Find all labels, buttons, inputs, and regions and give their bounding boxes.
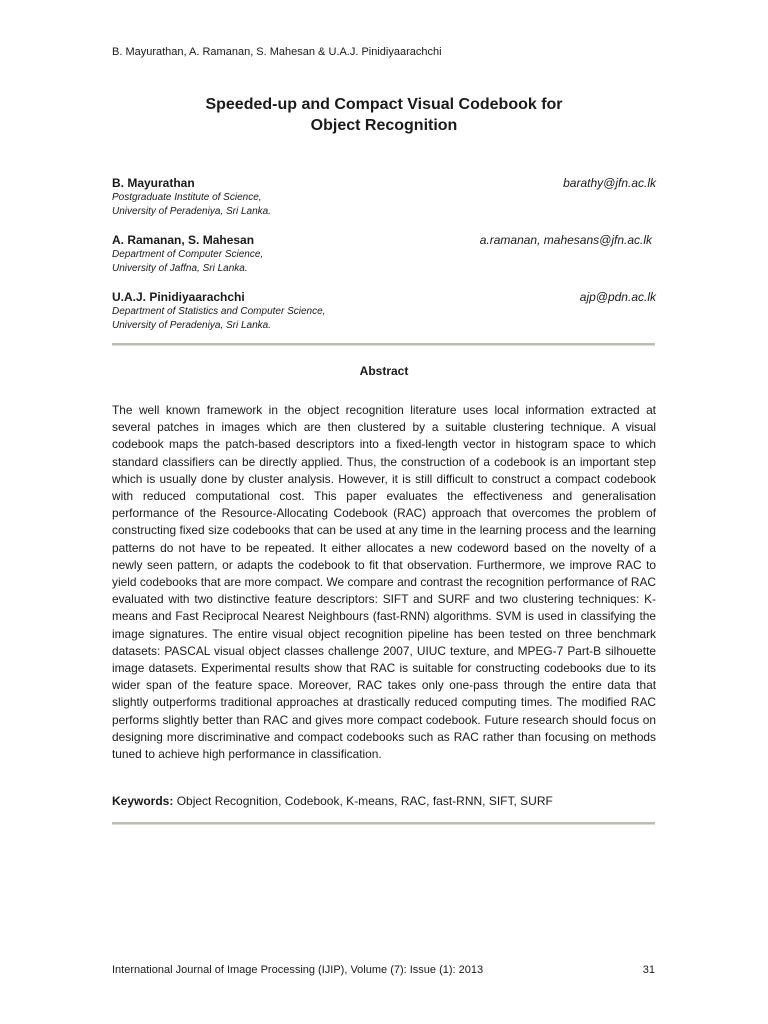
- author-email: barathy@jfn.ac.lk: [563, 176, 656, 190]
- author-name: A. Ramanan, S. Mahesan: [112, 233, 255, 247]
- author-name: U.A.J. Pinidiyaarachchi: [112, 290, 245, 304]
- author-affiliation-line-2: University of Peradeniya, Sri Lanka.: [112, 320, 271, 331]
- author-block-1: [112, 176, 656, 219]
- keywords-label: Keywords:: [112, 794, 174, 808]
- author-email: ajp@pdn.ac.lk: [579, 290, 656, 304]
- author-affiliation-line-1: Department of Statistics and Computer Science,: [112, 306, 326, 317]
- author-block-2: [112, 233, 656, 276]
- keywords: [112, 793, 656, 809]
- running-head: B. Mayurathan, A. Ramanan, S. Mahesan & U.A.J. Pinidiyaarachchi: [112, 46, 442, 58]
- abstract-body: The well known framework in the object recognition literature uses local information extracted at several patches in images which are then clustered by a suitable clustering technique. A visual codebook maps the patch-based descriptors into a fixed-length vector in histogram space to which standard classifiers can be directly applied. Thus, the construction of a codebook is an important step which is usually done by cluster analysis. However, it is still difficult to construct a compact codebook with reduced computational cost. This paper evaluates the effectiveness and generalisation performance of the Resource-Allocating Codebook (RAC) approach that overcomes the problem of constructing fixed size codebooks that can be used at any time in the learning process and the learning patterns do not have to be repeated. It either allocates a new codeword based on the novelty of a newly seen pattern, or adapts the codebook to fit that observation. Furthermore, we improve RAC to yield codebooks that are more compact. We compare and contrast the recognition performance of RAC evaluated with two distinctive feature descriptors: SIFT and SURF and two clustering techniques: K-means and Fast Reciprocal Nearest Neighbours (fast-RNN) algorithms. SVM is used in classifying the image signatures. The entire visual object recognition pipeline has been tested on three benchmark datasets: PASCAL visual object classes challenge 2007, UIUC texture, and MPEG-7 Part-B silhouette image datasets. Experimental results show that RAC is suitable for constructing codebooks due to its wider span of the feature space. Moreover, RAC takes only one-pass through the entire data that slightly outperforms traditional approaches at drastically reduced computing times. The modified RAC performs slightly better than RAC and gives more compact codebook. Future research should focus on designing more discriminative and compact codebooks such as RAC rather than focusing on methods tuned to achieve high performance in classification.: [112, 403, 656, 762]
- paper-title: [112, 94, 656, 136]
- abstract-heading: Abstract: [359, 364, 409, 378]
- author-affiliation-line-1: Department of Computer Science,: [112, 249, 264, 260]
- paper-title-line-1: Speeded-up and Compact Visual Codebook for: [205, 96, 563, 113]
- footer-journal: International Journal of Image Processing (IJIP), Volume (7): Issue (1): 2013: [112, 964, 484, 976]
- author-affiliation-line-1: Postgraduate Institute of Science,: [112, 192, 262, 203]
- author-name: B. Mayurathan: [112, 176, 195, 190]
- author-affiliation-line-2: University of Jaffna, Sri Lanka.: [112, 263, 248, 274]
- divider-top: [112, 343, 655, 346]
- author-email: a.ramanan, mahesans@jfn.ac.lk: [479, 233, 652, 247]
- page-number: 31: [642, 964, 655, 976]
- author-affiliation-line-2: University of Peradeniya, Sri Lanka.: [112, 206, 271, 217]
- divider-bottom: [112, 822, 655, 825]
- author-block-3: [112, 290, 656, 333]
- paper-title-line-2: Object Recognition: [310, 117, 458, 134]
- keywords-text: Object Recognition, Codebook, K-means, RAC, fast-RNN, SIFT, SURF: [173, 794, 553, 808]
